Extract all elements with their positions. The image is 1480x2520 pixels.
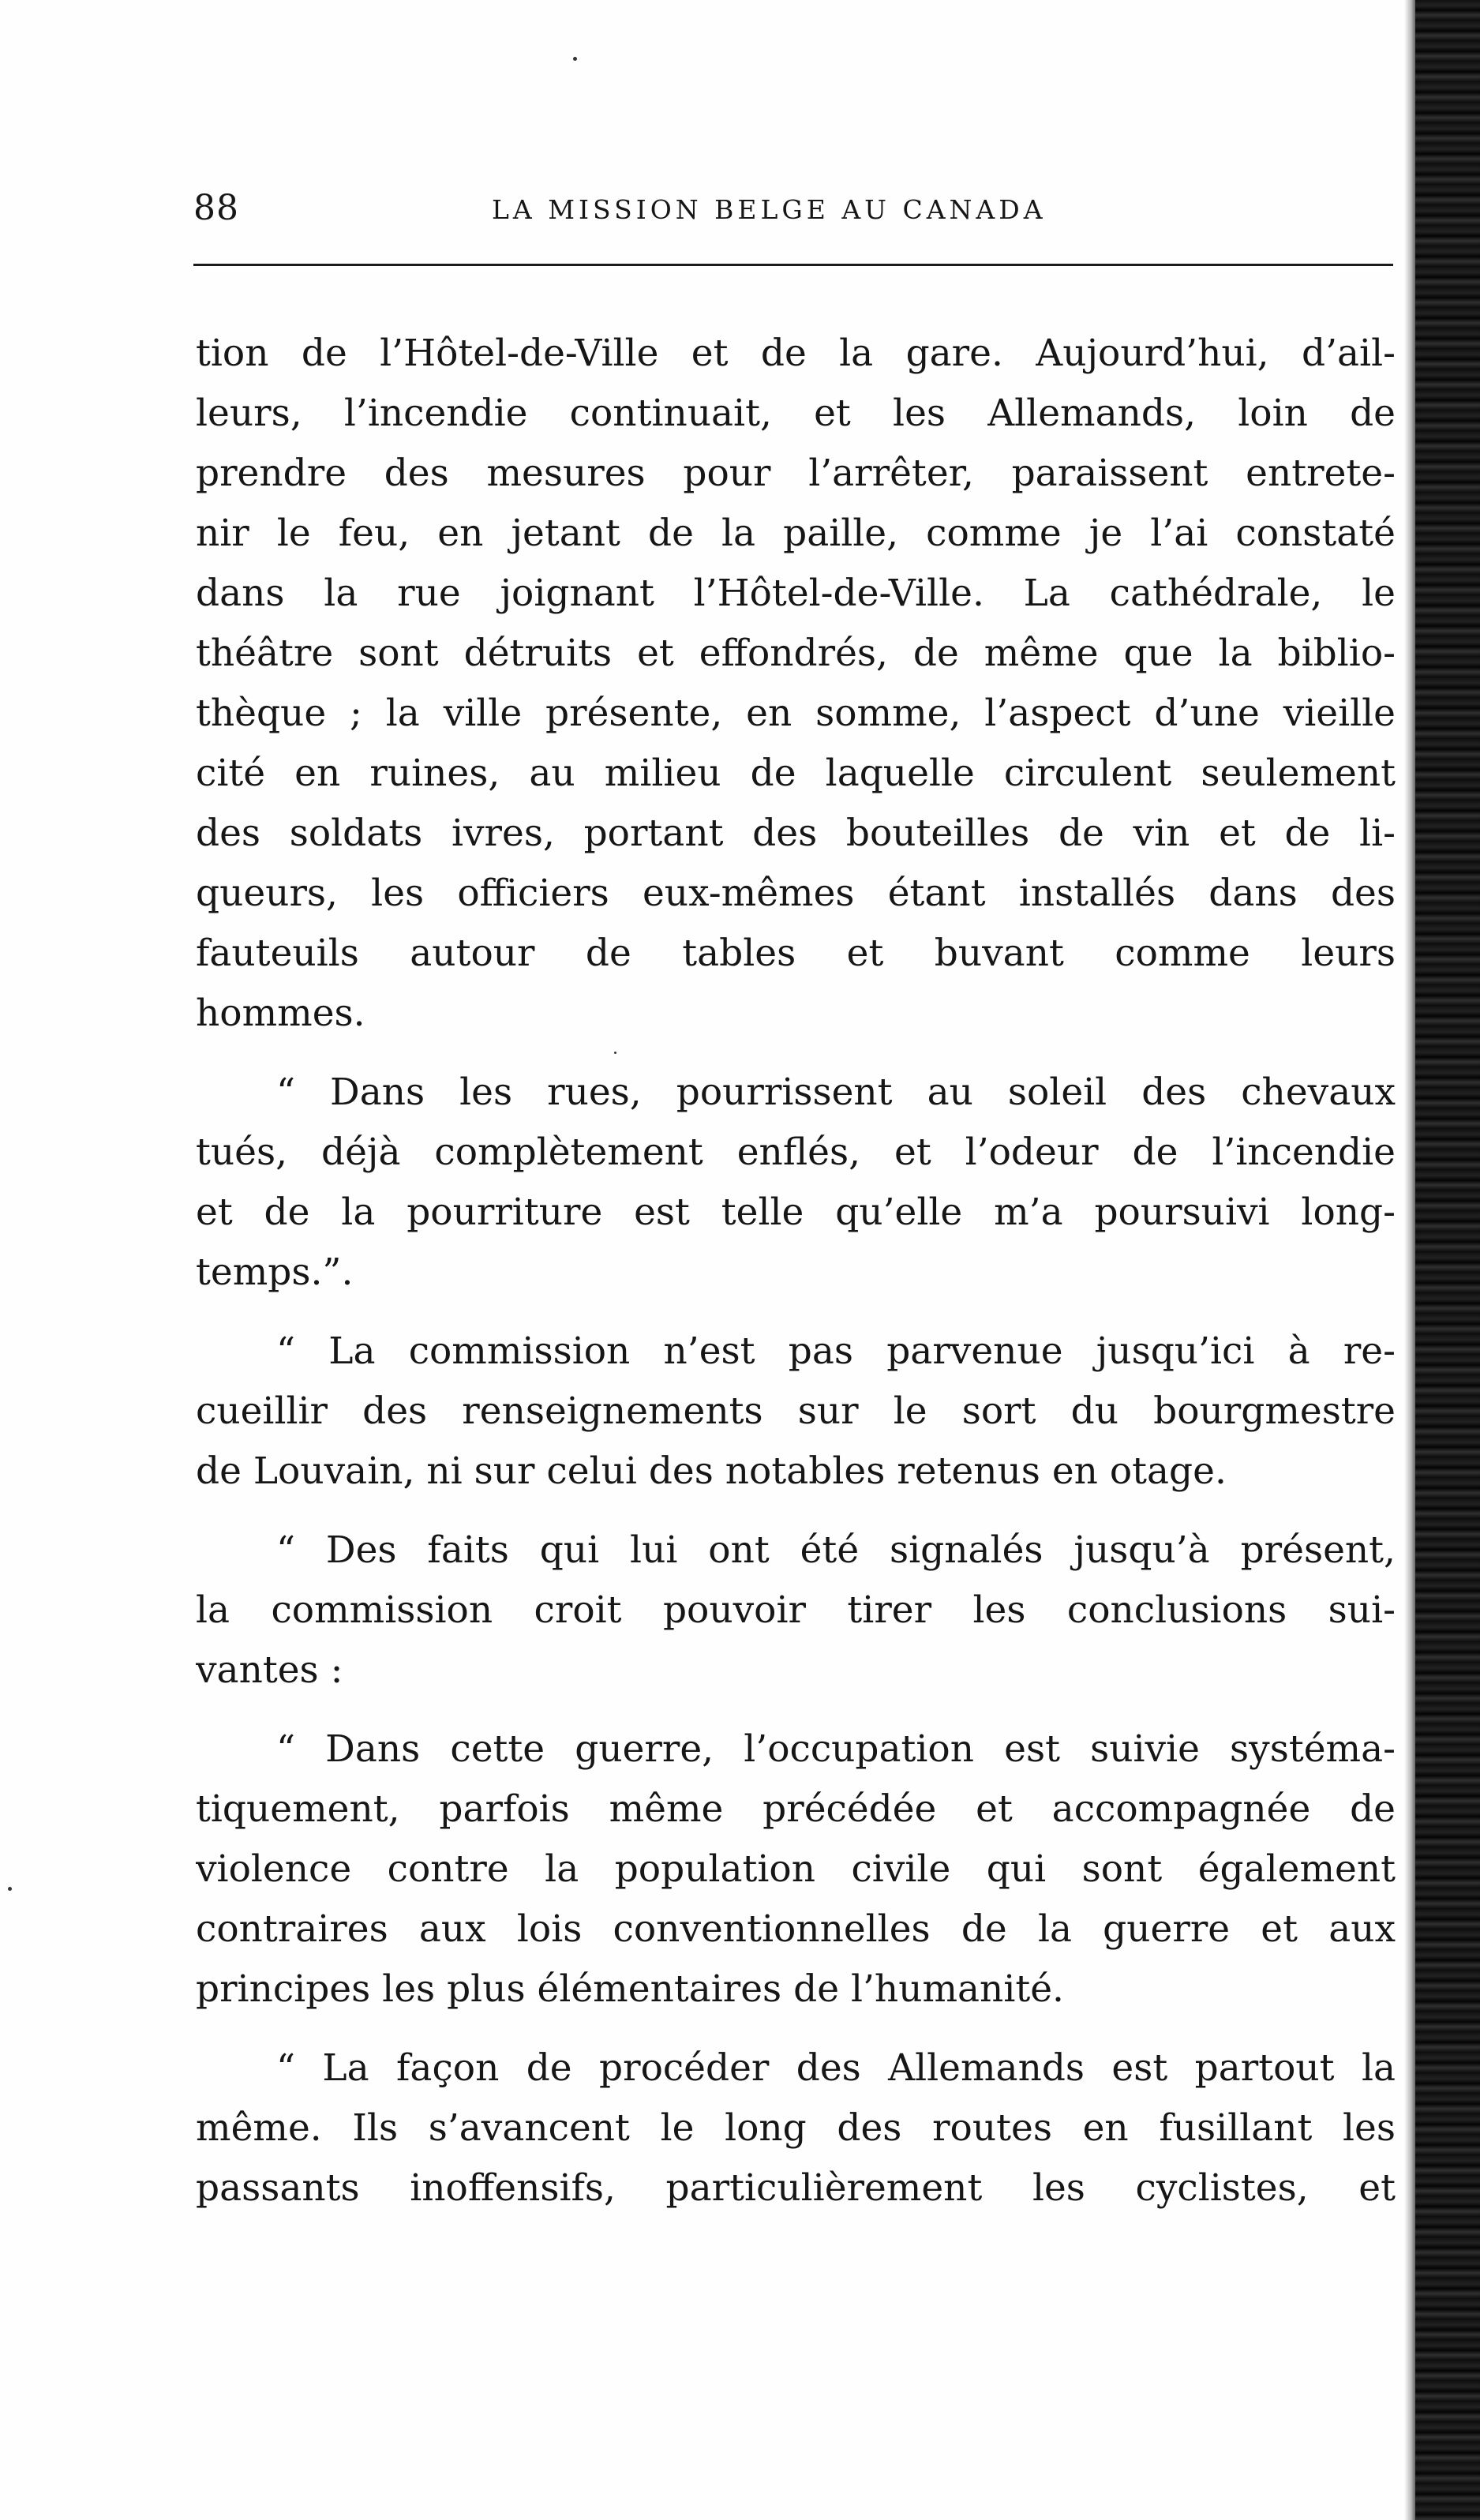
text-line: vantes : [196,1648,343,1692]
paragraph-4 [196,1521,1396,1701]
paragraph-3 [196,1322,1396,1502]
text-line: “ La commission n’est pas parvenue jusqu’ici à re- [276,1329,1396,1373]
scanned-binding-edge [1415,0,1480,2520]
text-line: “ La façon de procéder des Allemands est partout la [276,2046,1396,2090]
text-line: “ Des faits qui lui ont été signalés jusqu’à présent, [276,1528,1396,1572]
body-text [196,324,1396,2237]
text-line: tion de l’Hôtel-de-Ville et de la gare. Aujourd’hui, d’ail- [196,332,1396,375]
text-line: la commission croit pouvoir tirer les conclusions sui- [196,1588,1396,1632]
text-line: dans la rue joignant l’Hôtel-de-Ville. La cathédrale, le [196,572,1396,615]
text-line: théâtre sont détruits et effondrés, de même que la biblio- [196,632,1396,675]
paragraph-2 [196,1063,1396,1303]
scan-speck [573,57,577,61]
text-line: tiquement, parfois même précédée et accompagnée de [196,1787,1396,1831]
paragraph-5 [196,1719,1396,2019]
text-line: des soldats ivres, portant des bouteilles de vin et de li- [196,812,1396,855]
text-line: thèque ; la ville présente, en somme, l’aspect d’une vieille [196,692,1396,735]
text-line: et de la pourriture est telle qu’elle m’a poursuivi long- [196,1191,1396,1234]
paragraph-6 [196,2038,1396,2218]
text-line: violence contre la population civile qui sont également [196,1847,1396,1891]
page-number: 88 [193,188,239,228]
text-line: leurs, l’incendie continuait, et les Allemands, loin de [196,392,1396,435]
text-line: nir le feu, en jetant de la paille, comme je l’ai constaté [196,512,1396,555]
text-line: contraires aux lois conventionnelles de la guerre et aux [196,1907,1396,1951]
text-line: même. Ils s’avancent le long des routes en fusillant les [196,2106,1396,2150]
text-line: de Louvain, ni sur celui des notables retenus en otage. [196,1449,1227,1493]
text-line: cueillir des renseignements sur le sort du bourgmestre [196,1389,1396,1433]
text-line: tués, déjà complètement enflés, et l’odeur de l’incendie [196,1131,1396,1174]
page-header [193,185,1393,232]
text-line: cité en ruines, au milieu de laquelle circulent seulement [196,752,1396,795]
text-line: temps.”. [196,1251,354,1294]
text-line: “ Dans les rues, pourrissent au soleil des chevaux [276,1071,1396,1114]
paragraph-1 [196,324,1396,1044]
text-line: hommes. [196,992,365,1035]
header-rule [193,264,1393,266]
text-line: “ Dans cette guerre, l’occupation est suivie systéma- [276,1727,1396,1771]
text-line: prendre des mesures pour l’arrêter, paraissent entrete- [196,452,1396,495]
running-title: LA MISSION BELGE AU CANADA [492,194,1047,225]
scan-speck [8,1887,12,1891]
text-line: queurs, les officiers eux-mêmes étant installés dans des [196,872,1396,915]
text-line: passants inoffensifs, particulièrement les cyclistes, et [196,2166,1396,2210]
text-line: fauteuils autour de tables et buvant comme leurs [196,932,1396,975]
text-line: principes les plus élémentaires de l’humanité. [196,1967,1065,2011]
